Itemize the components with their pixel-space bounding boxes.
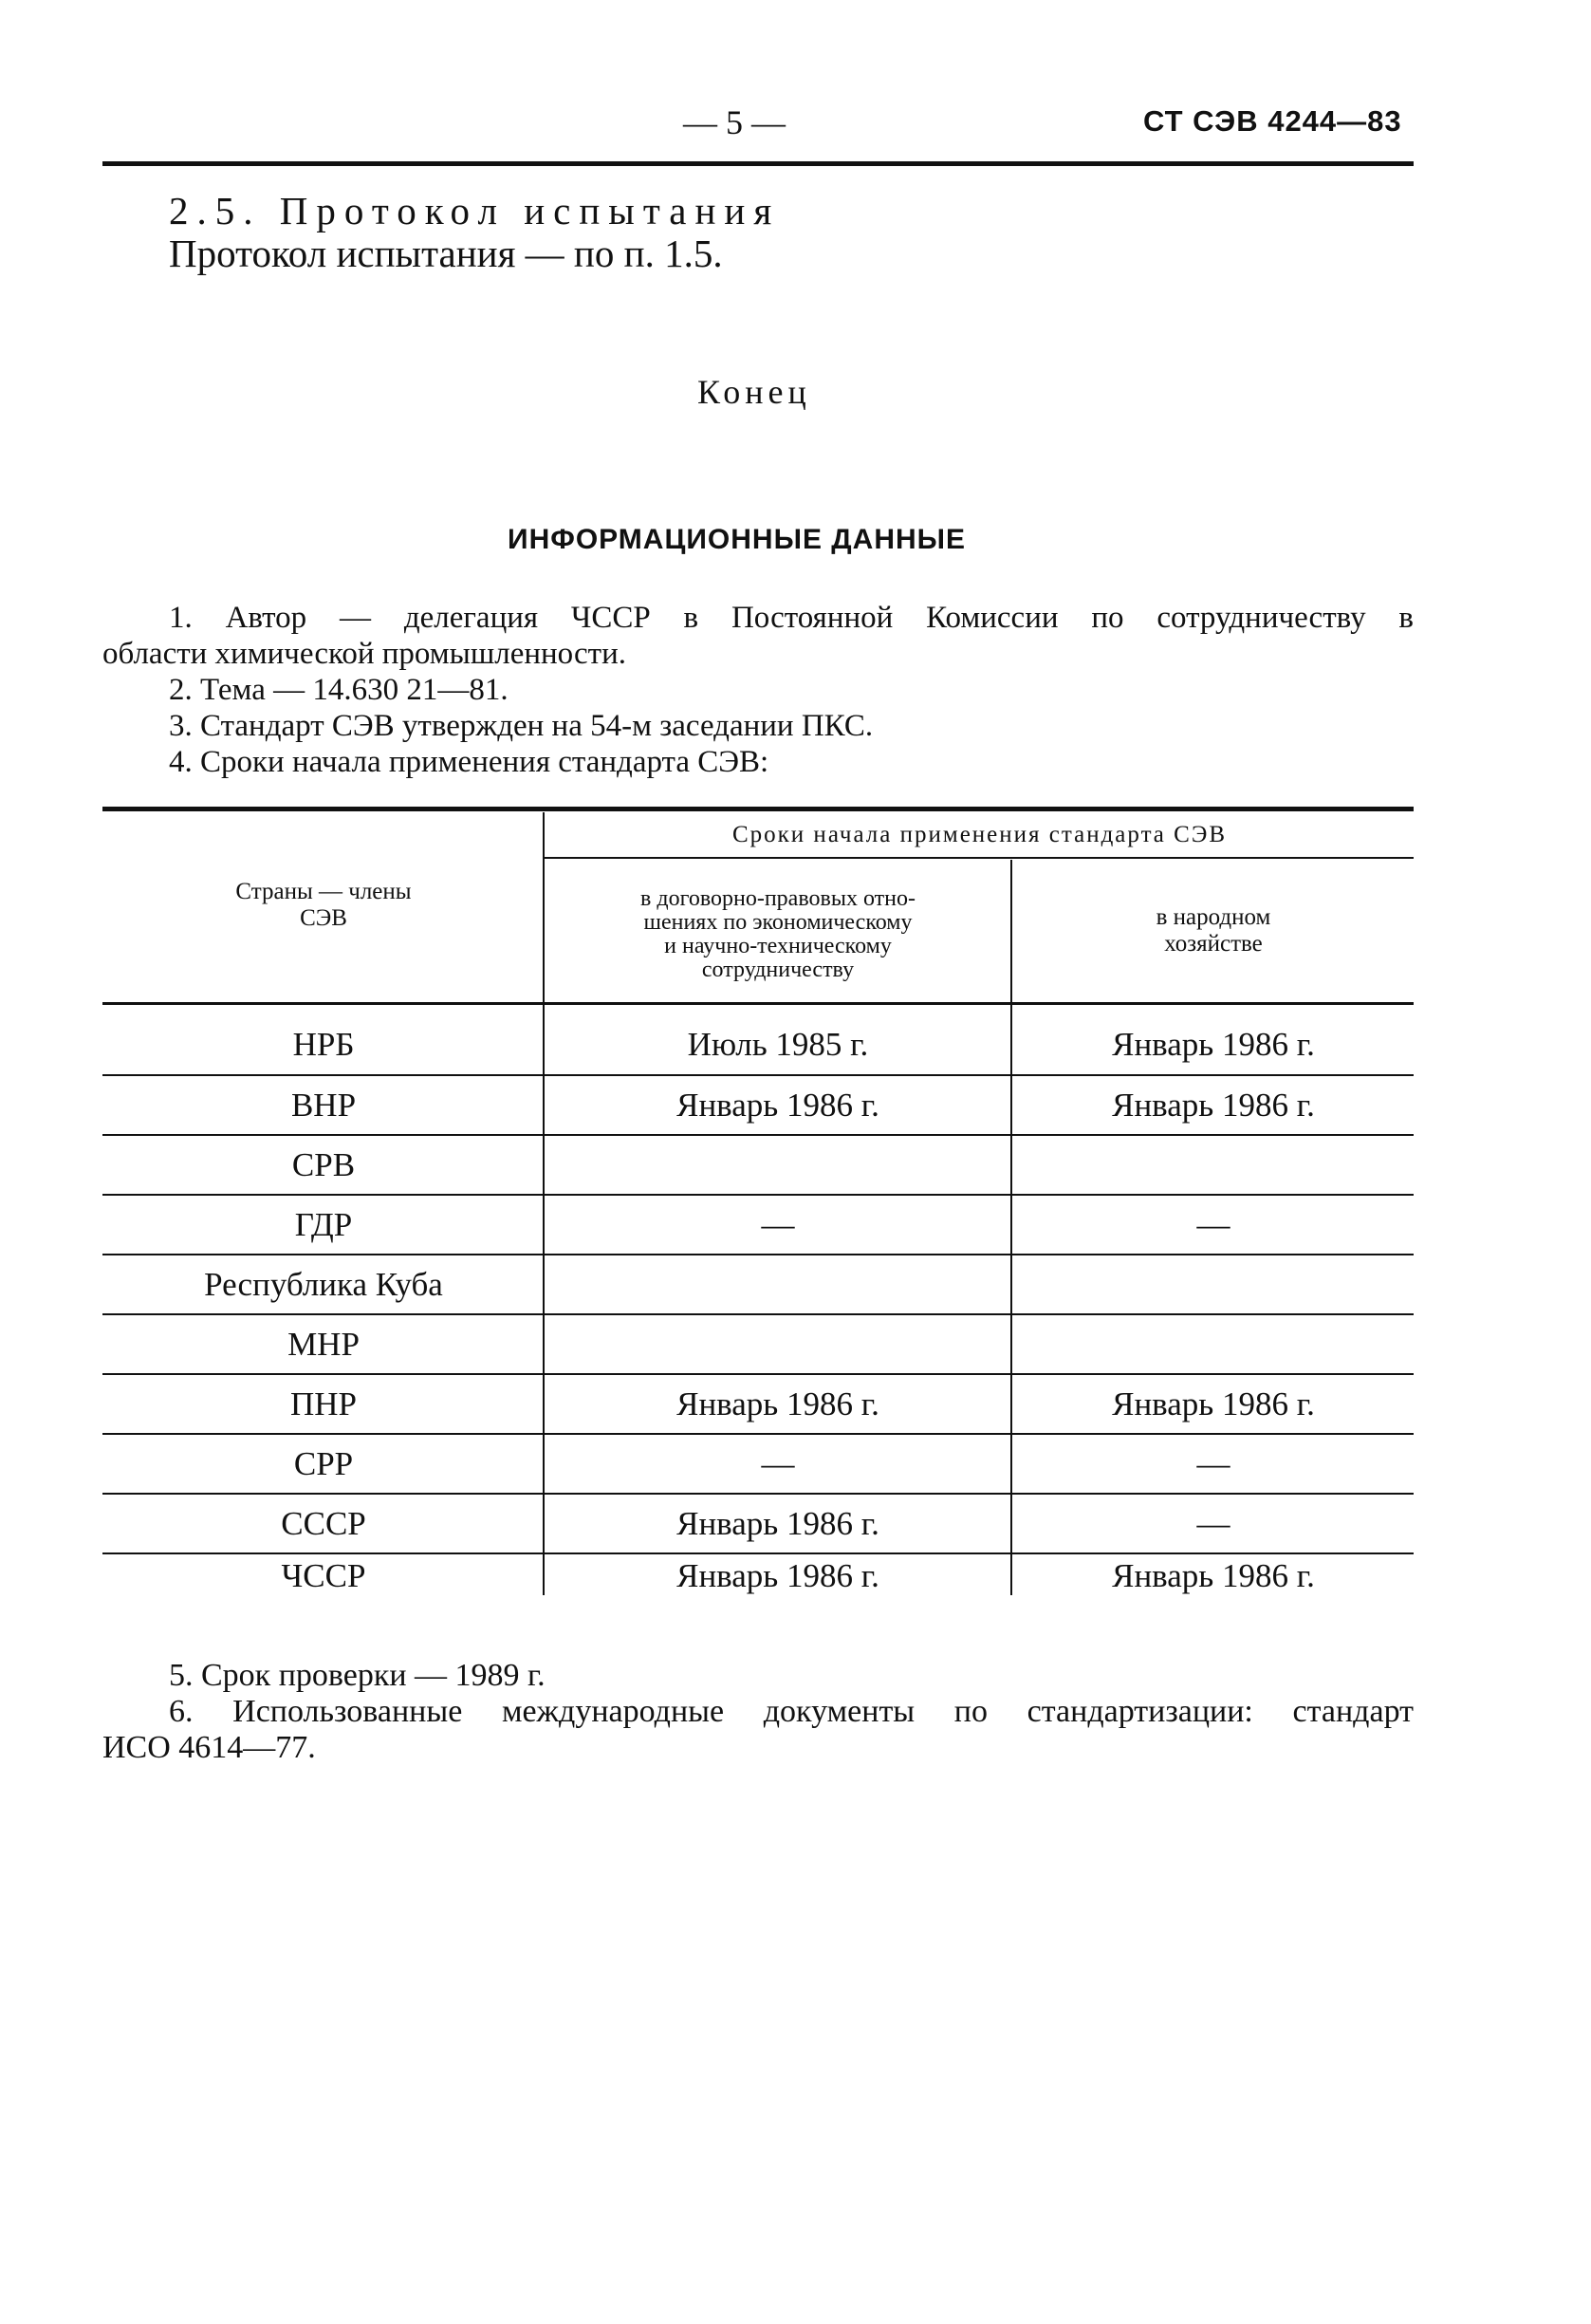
table-group-rule [544, 857, 1414, 859]
info-item-references [102, 1694, 1414, 1766]
cell-economy-date: — [1196, 1505, 1230, 1542]
table-header-agreement-line4: сотрудничеству [701, 957, 855, 982]
cell-country: НРБ [292, 1026, 355, 1063]
table-header-group: Сроки начала применения стандарта СЭВ [731, 822, 1227, 847]
page-number: — 5 — [683, 103, 786, 141]
table-header-agreement-line1: в договорно-правовых отно- [640, 886, 916, 911]
document-code: СТ СЭВ 4244—83 [1143, 104, 1402, 138]
table-row [0, 1375, 1591, 1434]
info-item-references-line1: 6. Использованные международные документы по стандартизации: стандарт [169, 1694, 1414, 1729]
cell-agreement-date: Январь 1986 г. [676, 1385, 879, 1422]
section-body: Протокол испытания — по п. 1.5. [169, 232, 723, 275]
table-row [0, 1435, 1591, 1494]
table-header-agreement [546, 887, 1010, 982]
cell-agreement-date [546, 1255, 1010, 1314]
info-item-approval: 3. Стандарт СЭВ утвержден на 54-м заседании ПКС. [169, 709, 874, 743]
cell-economy-date [1013, 1315, 1414, 1374]
cell-agreement-date [546, 1136, 1010, 1195]
table-row [0, 1547, 1591, 1606]
info-item-topic: 2. Тема — 14.630 21—81. [169, 673, 509, 707]
cell-economy-date: Январь 1986 г. [1112, 1026, 1315, 1063]
cell-country: СССР [281, 1505, 366, 1542]
section-heading: 2.5. Протокол испытания [169, 189, 781, 232]
table-row [0, 1136, 1591, 1195]
cell-agreement-date: — [761, 1206, 795, 1243]
header-rule [102, 161, 1414, 166]
cell-economy-date: — [1196, 1445, 1230, 1482]
cell-agreement-date: Июль 1985 г. [687, 1026, 869, 1063]
info-item-review: 5. Срок проверки — 1989 г. [169, 1658, 546, 1693]
cell-agreement-date: Январь 1986 г. [676, 1087, 879, 1124]
cell-country: СРВ [291, 1146, 356, 1183]
info-item-references-line2: ИСО 4614—77. [102, 1730, 316, 1765]
info-item-author-line2: области химической промышленности. [102, 637, 626, 671]
cell-country: ПНР [289, 1385, 358, 1422]
info-item-dates: 4. Сроки начала применения стандарта СЭВ: [169, 745, 769, 779]
cell-agreement-date: — [761, 1445, 795, 1482]
table-header-divider [543, 812, 545, 1002]
cell-country: ГДР [294, 1206, 353, 1243]
table-row [0, 1015, 1591, 1074]
info-item-author [102, 600, 1414, 672]
table-row [0, 1495, 1591, 1553]
table-row [0, 1255, 1591, 1314]
table-row [0, 1076, 1591, 1135]
cell-country: ВНР [290, 1087, 357, 1124]
cell-economy-date: Январь 1986 г. [1112, 1557, 1315, 1594]
table-top-rule [102, 807, 1414, 811]
cell-economy-date [1013, 1255, 1414, 1314]
table-header-economy-line2: хозяйстве [1164, 931, 1263, 957]
cell-economy-date: — [1196, 1206, 1230, 1243]
cell-economy-date [1013, 1136, 1414, 1195]
cell-country: Республика Куба [204, 1266, 443, 1303]
table-header-country-line2: СЭВ [300, 905, 347, 931]
table-row [0, 1315, 1591, 1374]
cell-agreement-date [546, 1315, 1010, 1374]
cell-agreement-date: Январь 1986 г. [676, 1505, 879, 1542]
cell-country: СРР [293, 1445, 354, 1482]
table-header-economy [1013, 904, 1414, 957]
table-header-economy-line1: в народном [1156, 904, 1271, 930]
table-row [0, 1196, 1591, 1255]
cell-country: МНР [287, 1326, 360, 1363]
table-header-country [104, 879, 543, 932]
info-item-author-line1: 1. Автор — делегация ЧССР в Постоянной Комиссии по сотрудничеству в [169, 601, 1414, 635]
cell-country: ЧССР [281, 1557, 366, 1594]
table-header-rule [102, 1002, 1414, 1005]
table-header-agreement-line2: шениях по экономическому [643, 910, 913, 935]
table-header-subdivider [1010, 860, 1012, 1002]
cell-economy-date: Январь 1986 г. [1112, 1087, 1315, 1124]
table-header-agreement-line3: и научно-техническому [664, 934, 892, 958]
table-header-country-line1: Страны — члены [235, 879, 412, 904]
end-marker: Конец [697, 373, 811, 411]
cell-agreement-date: Январь 1986 г. [676, 1557, 879, 1594]
cell-economy-date: Январь 1986 г. [1112, 1385, 1315, 1422]
info-title: ИНФОРМАЦИОННЫЕ ДАННЫЕ [508, 524, 967, 555]
